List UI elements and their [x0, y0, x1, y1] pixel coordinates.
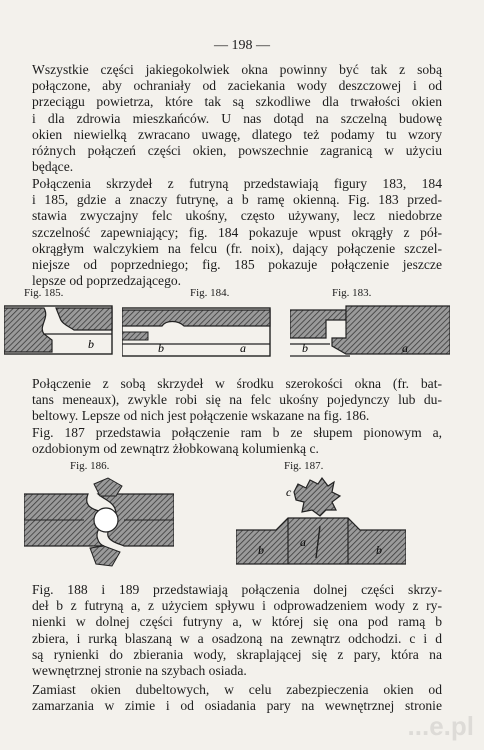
text-line: okrągłym walczykiem na felcu (fr. noix), dający połączenie szczel-	[32, 240, 442, 256]
label-b: b	[158, 341, 164, 355]
fig-183-joint-drawing	[290, 300, 450, 364]
paragraph-3	[32, 376, 442, 457]
label-b: b	[302, 341, 308, 355]
fig-186-caption: Fig. 186.	[70, 460, 110, 472]
text-line: okien niewielką zwracano uwagę, dlatego też podamy tu wzory	[32, 126, 442, 142]
text-line: zamarzania w zimie i od osiadania pary na wewnętrznej stronie	[32, 698, 442, 714]
text-line: lepsze od poprzedzającego.	[32, 273, 182, 289]
fig-186-joint-drawing	[24, 474, 174, 574]
text-line: beltowy. Lepsze od nich jest połączenie wskazane na fig. 186.	[32, 408, 370, 424]
paragraph-5	[32, 682, 442, 714]
text-line: deł b z futryną a, z użyciem spływu i odprowadzeniem wody z ry-	[32, 598, 442, 614]
text-line: są rynienki do zbierania wody, skraplającej się z pary, która na	[32, 646, 442, 662]
text-line: ozdobionym od zewnątrz żłobkowaną kolumienką c.	[32, 440, 319, 456]
text-line: niejsze od poprzedniego; fig. 185 pokazuje połączenie jeszcze	[32, 257, 442, 273]
text-line: Zamiast okien dubeltowych, w celu zabezpieczenia okien od	[32, 682, 442, 697]
text-line: będące.	[32, 159, 74, 175]
text-line: i 185, gdzie a znaczy futrynę, a b ramę okienną. Fig. 183 przed-	[32, 192, 442, 208]
fig-185-joint-drawing	[4, 300, 114, 364]
watermark: ...e.pl	[407, 711, 474, 741]
label-c: c	[286, 485, 292, 499]
fig-183-caption: Fig. 183.	[332, 287, 372, 299]
label-b: b	[258, 543, 264, 557]
text-line: Fig. 187 przedstawia połączenie ram b ze słupem pionowym a,	[32, 424, 442, 440]
text-line: i dla zdrowia mieszkańców. U nas dotąd na szczelną budowę	[32, 110, 442, 126]
text-line: różnych połączeń części okien, powszechnie zagranicą w użyciu	[32, 143, 442, 159]
fig-187-caption: Fig. 187.	[284, 460, 324, 472]
label-b: b	[88, 337, 94, 351]
text-line: tans meneaux), zwykle robi się na felc ukośny pojedynczy lub du-	[32, 392, 442, 408]
paragraph-1	[32, 62, 442, 175]
text-line: Wszystkie części jakiegokolwiek okna powinny być tak z sobą	[32, 62, 442, 77]
fig-185-caption: Fig. 185.	[24, 287, 64, 299]
text-line: wewnętrznej stronie na szybach osiada.	[32, 663, 247, 679]
text-line: przeciągu powietrza, które tak są szkodliwe dla trwałości okien	[32, 94, 442, 110]
paragraph-4	[32, 582, 442, 679]
label-a: a	[402, 341, 408, 355]
text-line: szczelność zapewniający; fig. 184 pokazuje wpust okrągły z pół-	[32, 224, 442, 240]
text-line: nienki w dolnej części futryny a, w której się ona pod ramą b	[32, 614, 442, 630]
text-line: połączone, aby ochraniały od zaciekania wody deszczowej i od	[32, 78, 442, 94]
text-line: Połączenia skrzydeł z futryną przedstawiają figury 183, 184	[32, 176, 442, 191]
text-line: Fig. 188 i 189 przedstawiają połączenia dolnej części skrzy-	[32, 582, 442, 597]
fig-184-caption: Fig. 184.	[190, 287, 230, 299]
label-a: a	[240, 341, 246, 355]
fig-187-joint-drawing	[236, 474, 406, 574]
paragraph-2	[32, 176, 442, 289]
text-line: zbiera, i rurką blaszaną w a osadzoną na zewnątrz odchodzi. c i d	[32, 630, 442, 646]
page-number: — 198 —	[214, 38, 270, 53]
fig-184-joint-drawing	[122, 300, 272, 364]
text-line: stawia zwyczajny felc ukośny, często używany, lecz niedobrze	[32, 208, 442, 224]
label-b: b	[376, 543, 382, 557]
label-a: a	[300, 535, 306, 549]
text-line: Połączenie z sobą skrzydeł w środku szerokości okna (fr. bat-	[32, 376, 442, 391]
